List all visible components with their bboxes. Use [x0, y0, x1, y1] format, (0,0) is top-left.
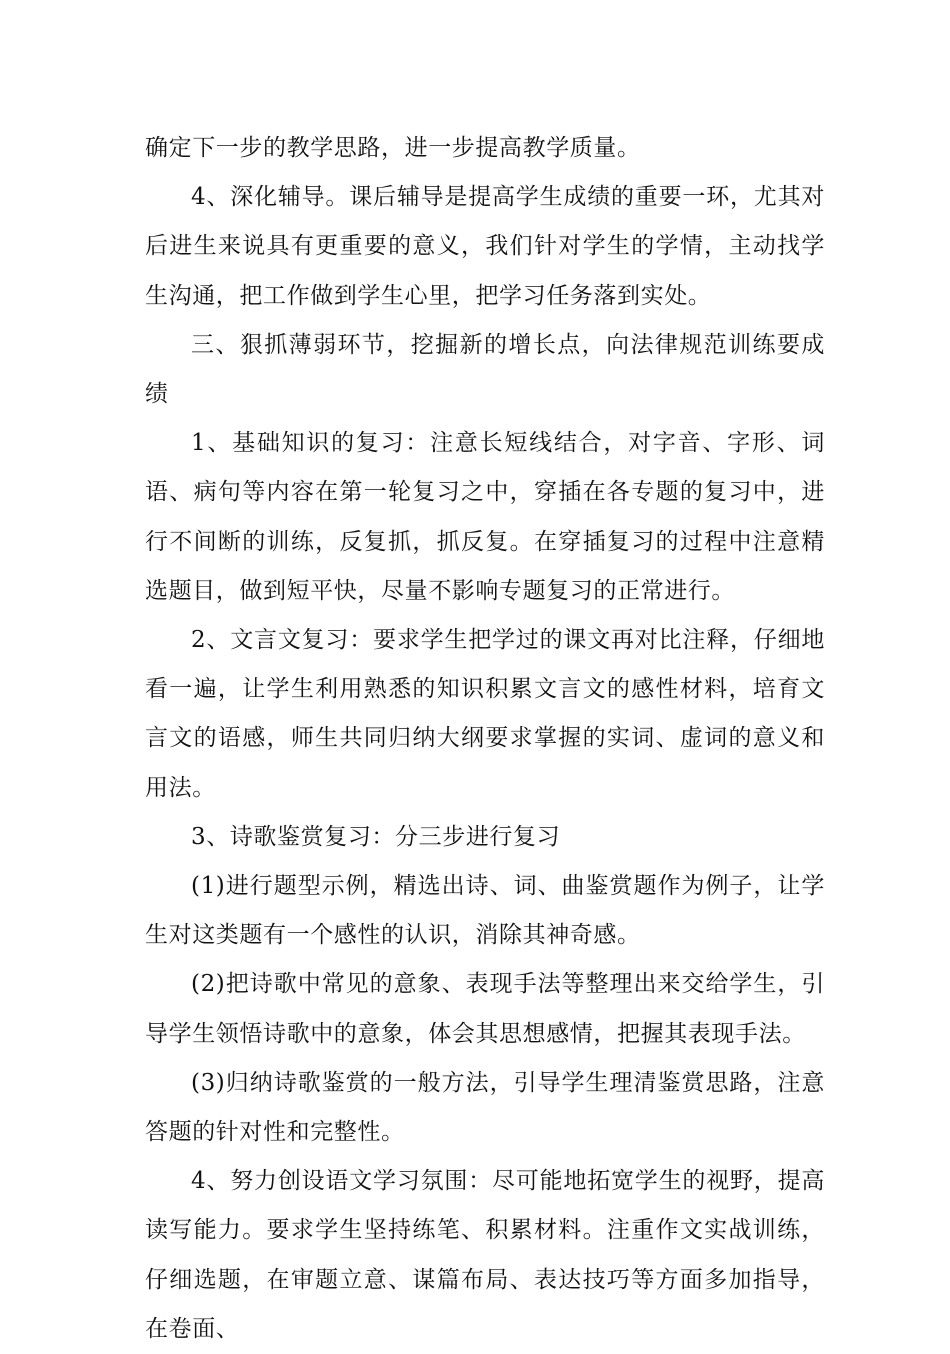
paragraph: (2)把诗歌中常见的意象、表现手法等整理出来交给学生，引导学生领悟诗歌中的意象，体会其思想感情，把握其表现手法。 [145, 971, 825, 1047]
paragraph: 3、诗歌鉴赏复习：分三步进行复习 [191, 823, 561, 850]
paragraph: 4、努力创设语文学习氛围：尽可能地拓宽学生的视野，提高读写能力。要求学生坚持练笔、积累材料。注重作文实战训练，仔细选题，在审题立意、谋篇布局、表达技巧等方面多加指导，在卷面、 [145, 1168, 825, 1342]
paragraph: (3)归纳诗歌鉴赏的一般方法，引导学生理清鉴赏思路，注意答题的针对性和完整性。 [145, 1069, 825, 1146]
paragraph: 4、深化辅导。课后辅导是提高学生成绩的重要一环，尤其对后进生来说具有更重要的意义，我们针对学生的学情，主动找学生沟通，把工作做到学生心里，把学习任务落到实处。 [145, 184, 825, 309]
paragraph: (1)进行题型示例，精选出诗、词、曲鉴赏题作为例子，让学生对这类题有一个感性的认识，消除其神奇感。 [145, 873, 825, 949]
section-heading: 三、狠抓薄弱环节，挖掘新的增长点，向法律规范训练要成绩 [145, 331, 825, 408]
paragraph: 确定下一步的教学思路，进一步提高教学质量。 [145, 135, 641, 161]
paragraph: 1、基础知识的复习：注意长短线结合，对字音、字形、词语、病句等内容在第一轮复习之中，穿插在各专题的复习中，进行不间断的训练，反复抓，抓反复。在穿插复习的过程中注意精选题目，做到短平快，尽量不影响专题复习的正常进行。 [145, 430, 825, 604]
paragraph: 2、文言文复习：要求学生把学过的课文再对比注释，仔细地看一遍，让学生利用熟悉的知识积累文言文的感性材料，培育文言文的语感，师生共同归纳大纲要求掌握的实词、虚词的意义和用法。 [145, 627, 825, 801]
document-body [145, 124, 825, 1354]
